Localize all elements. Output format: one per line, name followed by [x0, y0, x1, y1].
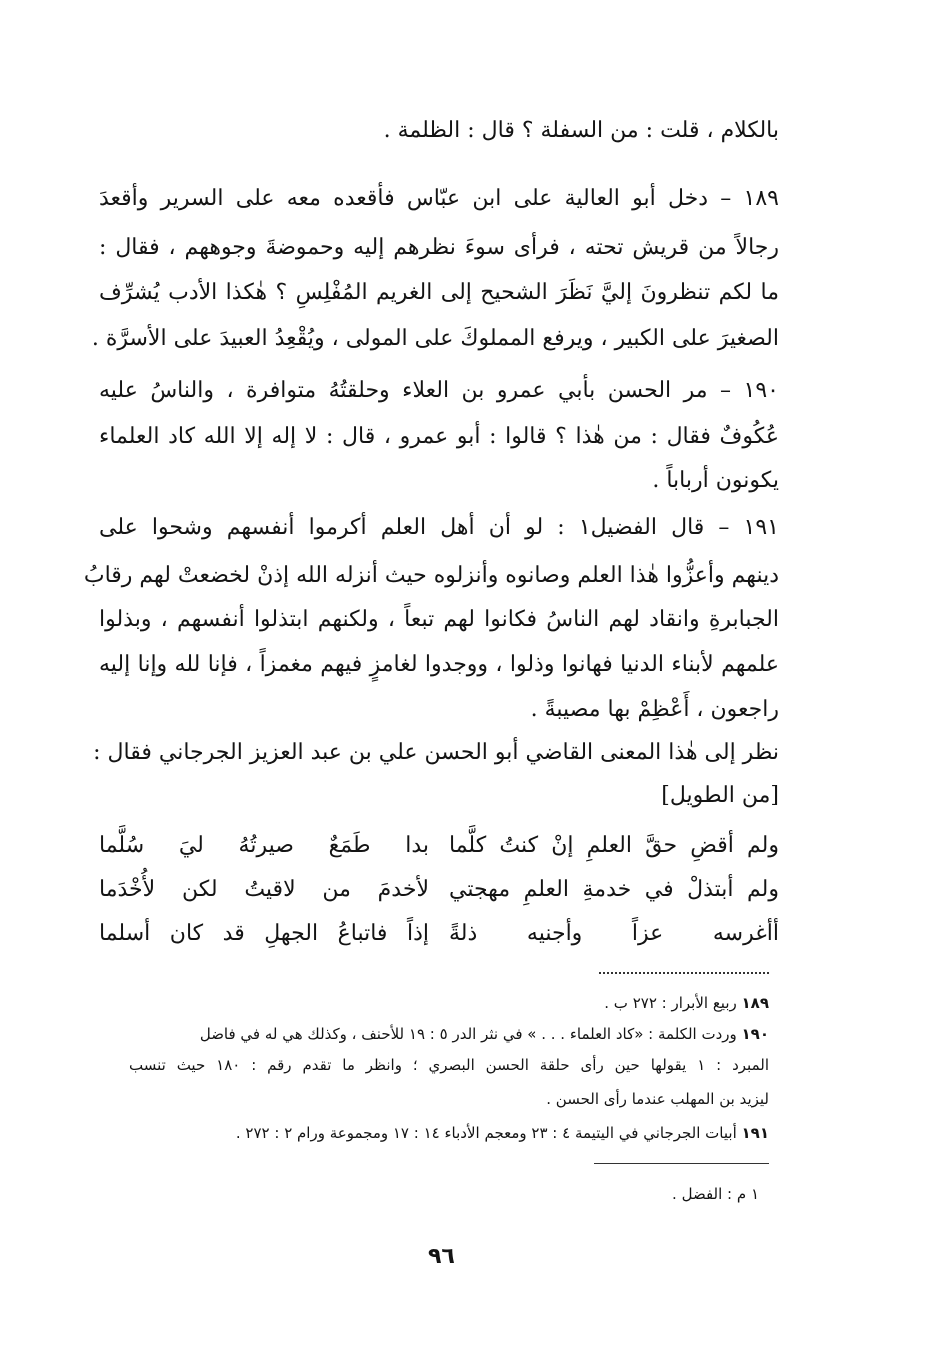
note-1 [672, 1185, 759, 1203]
text-line: نظر إلى هٰذا المعنى القاضي أبو الحسن علي بن عبد العزيز الجرجاني فقال : [93, 740, 779, 765]
text-line: يكونون أرباباً . [652, 468, 779, 493]
footnote-text: وردت الكلمة : «كاد العلماء . . . » في نثر الدر ٥ : ١٩ للأحنف ، وكذلك هي له في فاضل [199, 1025, 737, 1043]
footnote-number: ١٩١ [741, 1124, 769, 1142]
text-line: عُكُوفٌ فقال : من هٰذا ؟ قالوا : أبو عمرو ، قال : لا إله إلا الله كاد العلماء [99, 424, 779, 449]
note-number: ١ [750, 1185, 759, 1203]
verse-first-hemistich: ولم أقضِ حقَّ العلمِ إنْ كنتُ كلَّما [449, 833, 779, 858]
verse-second-hemistich: لأخدمَ من لاقيتُ لكن لأُخْدَما [99, 877, 429, 902]
footnote-number: ١٩٠ [741, 1025, 769, 1043]
text-line: دينهم وأعزُّوا هٰذا العلم وصانوه وأنزلوه حيث أنزله الله إذنْ لخضعتْ لهم رقابُ [83, 563, 779, 588]
poem-meter-label: [من الطويل] [661, 783, 779, 808]
poem-verse [99, 833, 779, 873]
footnote-text: أبيات الجرجاني في اليتيمة ٤ : ٢٣ ومعجم الأدباء ١٤ : ١٧ ومجموعة ورام ٢ : ٢٧٢ . [235, 1124, 737, 1142]
footnote-number: ١٨٩ [741, 994, 769, 1012]
footnote-189 [99, 994, 769, 1012]
text-line: علمهم لأبناء الدنيا فهانوا وذلوا ، ووجدوا لغامزٍ فيهم مغمزاً ، فإنا لله وإنا إليه [99, 652, 779, 677]
footnote-190 [99, 1025, 769, 1043]
text-line-entry-191: ١٩١ – قال الفضيل١ : لو أن أهل العلم أكرموا أنفسهم وشحوا على [99, 515, 779, 540]
footnote-text: ربيع الأبرار : ٢٧٢ ب . [604, 994, 737, 1012]
text-line: الجبابرةِ وانقاد لهم الناسُ فكانوا لهم تبعاً ، ولكنهم ابتذلوا أنفسهم ، وبذلوا [99, 607, 779, 632]
text-line: ما لكم تنظرونَ إليَّ نَظَرَ الشحيح إلى الغريم المُفْلِسِ ؟ هٰكذا الأدب يُشرِّف [99, 280, 779, 305]
text-line-entry-189: ١٨٩ – دخل أبو العالية على ابن عبّاس فأقعده معه على السرير وأقعدَ [99, 186, 779, 211]
verse-second-hemistich: بدا طَمَعٌ صيرتُهُ ليَ سُلَّما [99, 833, 429, 858]
text-line: الصغيرَ على الكبير ، ويرفع المملوكَ على المولى ، ويُقْعِدُ العبيدَ على الأسرَّة . [91, 326, 779, 351]
verse-first-hemistich: أأغرسه عزاً وأجنيه ذلةً [449, 921, 779, 946]
poem-verse [99, 921, 779, 961]
footnote-text-continuation: المبرد : ١ يقولها حين رأى حلقة الحسن البصري ؛ وانظر ما تقدم رقم : ١٨٠ حيث تنسب [129, 1056, 769, 1074]
poem-verse [99, 877, 779, 917]
text-line: رجالاً من قريش تحته ، فرأى سوءَ نظرهم إليه وحموضةَ وجوههم ، فقال : [99, 235, 779, 260]
verse-second-hemistich: إذاً فاتباعُ الجهلِ قد كان أسلما [99, 921, 429, 946]
note-separator-line [594, 1163, 769, 1164]
text-line: راجعون ، أَعْظِمْ بها مصيبةً . [530, 697, 779, 722]
verse-first-hemistich: ولم أبتذلْ في خدمةِ العلمِ مهجتي [449, 877, 779, 902]
note-text: م : الفضل . [672, 1185, 747, 1203]
text-line-entry-190: ١٩٠ – مر الحسن بأبي عمرو بن العلاء وحلقتُهُ متوافرة ، والناسُ عليه [99, 378, 779, 403]
text-line: بالكلام ، قلت : من السفلة ؟ قال : الظلمة . [383, 118, 779, 143]
footnote-text-continuation: ليزيد بن المهلب عندما رأى الحسن . [546, 1090, 769, 1108]
footnote-separator-dotted [599, 972, 769, 974]
page-number: ٩٦ [428, 1244, 455, 1269]
footnote-191 [99, 1124, 769, 1142]
